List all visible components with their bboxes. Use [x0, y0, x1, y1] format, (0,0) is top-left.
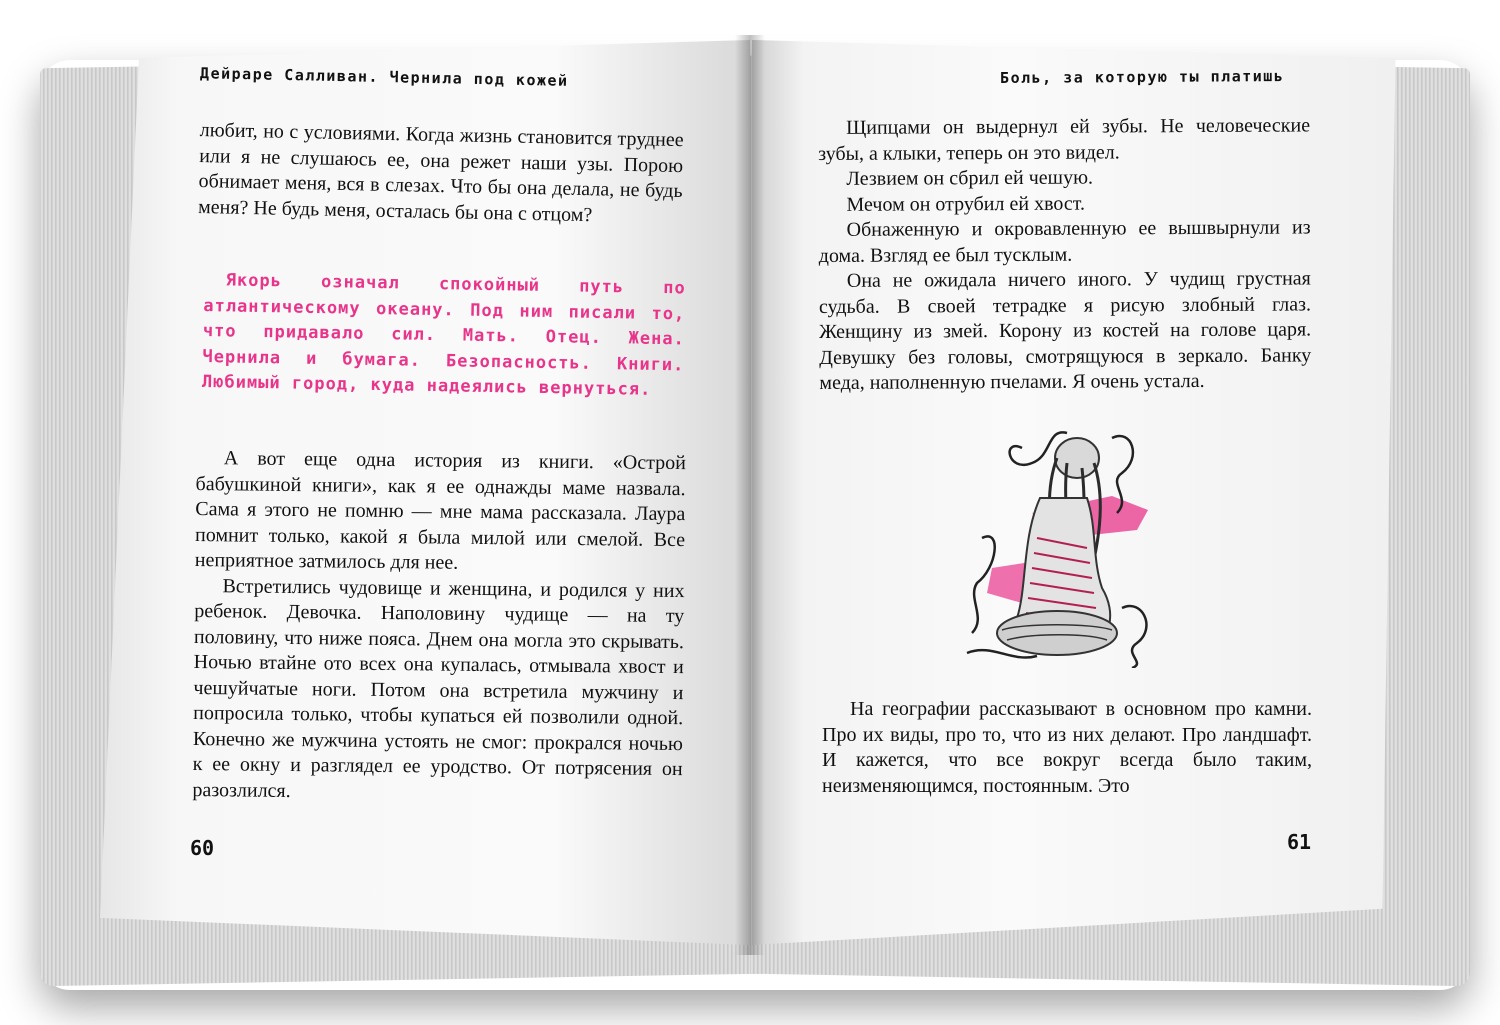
left-paragraph-2: А вот еще одна история из книги. «Острой бабушкиной книги», как я ее однажды маме назвала. Сама я этого не помню — мне мама рассказала. Лаура помнит только, какой я была милой или смелой. Все неприятное затмилось для нее.: [194, 447, 686, 574]
pink-handwritten-passage: Якорь означал спокойный путь по атлантическому океану. Под ним писали то, что придавало сил. Мать. Отец. Жена. Чернила и бумага. Безопасность. Книги. Любимый город, куда надеялись вернуться.: [201, 270, 686, 400]
left-paragraph-1-text: любит, но с условиями. Когда жизнь становится труднее или я не слушаюсь ее, она режет наши узы. Порою обнимает меня, вся в слезах. Что бы она делала, не будь меня? Не будь меня, осталась бы она с отцом?: [197, 118, 684, 226]
left-paragraphs: [192, 446, 686, 808]
right-line-5: Она не ожидала ничего иного. У чудищ грустная судьба. В своей тетрадке я рисую злобный глаз. Женщину из змей. Корону из костей на голове царя. Девушку без головы, смотрящуюся в зеркало. Банку меда, наполненную пчелами. Я очень устала.: [818, 267, 1312, 394]
right-running-head: Боль, за которую ты платишь: [999, 67, 1285, 87]
right-paragraph-after-image: На географии рассказывают в основном про камни. Про их виды, про то, что из них делают. Про ландшафт. И кажется, что все вокруг всегда было таким, неизменяющимся, постоянным. Это: [822, 698, 1312, 797]
right-line-2: Лезвием он сбрил ей чешую.: [846, 166, 1094, 190]
page-number-left: 60: [190, 836, 215, 860]
right-line-3: Мечом он отрубил ей хвост.: [846, 192, 1086, 216]
left-paragraph-3: Встретились чудовище и женщина, и родился у них ребенок. Девочка. Наполовину чудище — на ту половину, что ниже пояса. Днем она могла это скрывать. Ночью втайне ото всех она купалась, отмывала хвост и чешуйчатые ноги. Потом она встретила мужчину и попросила только, чтобы купаться ей позволили одной. Конечно же мужчина устоять не смог: прокрался ночью к ее окну и разглядел ее уродство. От потрясения он разозлился.: [192, 574, 685, 802]
right-paragraph-bottom: [822, 697, 1312, 799]
right-line-1: Щипцами он выдернул ей зубы. Не человеческие зубы, а клыки, теперь он это видел.: [818, 114, 1311, 165]
right-paragraphs-top: [818, 113, 1311, 396]
page-number-right: 61: [1287, 830, 1312, 854]
right-line-4: Обнаженную и окровавленную ее вышвырнули из дома. Взгляд ее был тусклым.: [818, 216, 1311, 267]
woman-with-snakes-illustration: [962, 418, 1158, 668]
left-paragraph-1: [198, 118, 684, 230]
left-running-head: Дейраре Салливан. Чернила под кожей: [199, 64, 569, 90]
book-gutter: [735, 35, 765, 955]
